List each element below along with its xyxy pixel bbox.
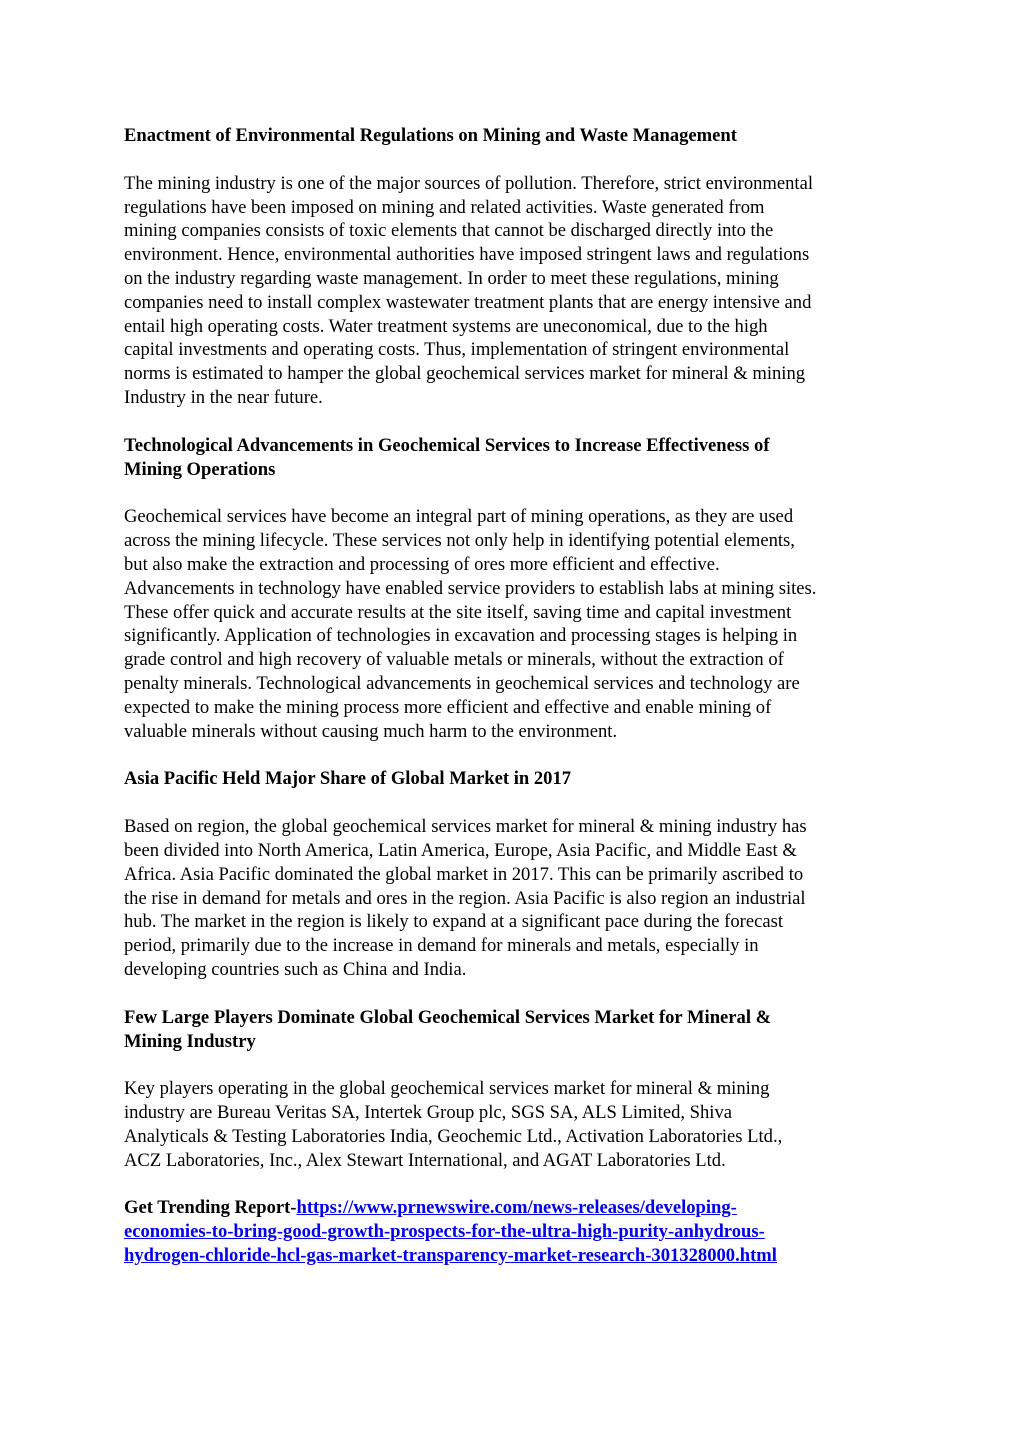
body-line: developing countries such as China and India. — [124, 958, 467, 980]
body-line: penalty minerals. Technological advancements in geochemical services and technology are — [124, 672, 800, 694]
section-heading-environmental-regulations — [124, 124, 899, 148]
body-line: been divided into North America, Latin America, Europe, Asia Pacific, and Middle East & — [124, 839, 797, 861]
body-line: industry are Bureau Veritas SA, Intertek Group plc, SGS SA, ALS Limited, Shiva — [124, 1102, 733, 1124]
document-page — [124, 124, 899, 1268]
body-line: Advancements in technology have enabled service providers to establish labs at mining sites. — [124, 577, 817, 599]
body-line: period, primarily due to the increase in demand for minerals and metals, especially in — [124, 935, 759, 957]
body-line: Key players operating in the global geochemical services market for mineral & mining — [124, 1078, 770, 1100]
body-line: The mining industry is one of the major sources of pollution. Therefore, strict environmental — [124, 172, 814, 194]
heading-line: Enactment of Environmental Regulations on Mining and Waste Management — [124, 125, 737, 146]
heading-line: Asia Pacific Held Major Share of Global Market in 2017 — [124, 768, 572, 790]
body-line: mining companies consists of toxic elements that cannot be discharged directly into the — [124, 220, 774, 242]
body-line: norms is estimated to hamper the global geochemical services market for mineral & mining — [124, 363, 806, 385]
section-body-key-players — [124, 1077, 899, 1172]
body-line: environment. Hence, environmental authorities have imposed stringent laws and regulations — [124, 244, 810, 266]
body-line: Based on region, the global geochemical services market for mineral & mining industry has — [124, 816, 807, 838]
trending-report-callout — [124, 1196, 899, 1267]
section-body-environmental-regulations — [124, 172, 899, 410]
body-line: significantly. Application of technologies in excavation and processing stages is helping in — [124, 625, 798, 647]
section-heading-technological-advancements — [124, 434, 899, 482]
body-line: Analyticals & Testing Laboratories India, Geochemic Ltd., Activation Laboratories Ltd., — [124, 1125, 783, 1147]
trending-report-link[interactable]: https://www.prnewswire.com/news-releases/developing- — [296, 1197, 737, 1219]
body-line: the rise in demand for metals and ores in the region. Asia Pacific is also region an industrial — [124, 887, 806, 909]
body-line: Geochemical services have become an integral part of mining operations, as they are used — [124, 506, 794, 528]
section-body-technological-advancements — [124, 505, 899, 743]
body-line: ACZ Laboratories, Inc., Alex Stewart International, and AGAT Laboratories Ltd. — [124, 1149, 726, 1171]
body-line: companies need to install complex wastewater treatment plants that are energy intensive and — [124, 291, 812, 313]
body-line: grade control and high recovery of valuable metals or minerals, without the extraction of — [124, 649, 784, 671]
heading-line: Few Large Players Dominate Global Geochemical Services Market for Mineral & — [124, 1006, 772, 1028]
heading-line: Technological Advancements in Geochemical Services to Increase Effectiveness of — [124, 434, 770, 456]
body-line: capital investments and operating costs. Thus, implementation of stringent environmental — [124, 339, 790, 361]
body-line: Industry in the near future. — [124, 386, 323, 408]
section-heading-key-players — [124, 1006, 899, 1054]
heading-line: Mining Operations — [124, 458, 276, 480]
body-line: on the industry regarding waste management. In order to meet these regulations, mining — [124, 267, 779, 289]
trending-report-link[interactable]: economies-to-bring-good-growth-prospects-for-the-ultra-high-purity-anhydrous- — [124, 1221, 765, 1243]
body-line: Africa. Asia Pacific dominated the global market in 2017. This can be primarily ascribed to — [124, 863, 804, 885]
body-line: across the mining lifecycle. These services not only help in identifying potential elements, — [124, 530, 795, 552]
trending-report-link[interactable]: hydrogen-chloride-hcl-gas-market-transparency-market-research-301328000.html — [124, 1245, 777, 1267]
heading-line: Mining Industry — [124, 1030, 256, 1052]
body-line: regulations have been imposed on mining and related activities. Waste generated from — [124, 196, 765, 218]
body-line: but also make the extraction and processing of ores more efficient and effective. — [124, 553, 720, 575]
body-line: valuable minerals without causing much harm to the environment. — [124, 720, 618, 742]
section-heading-asia-pacific — [124, 767, 899, 791]
body-line: These offer quick and accurate results at the site itself, saving time and capital investment — [124, 601, 792, 623]
trending-report-label: Get Trending Report- — [124, 1197, 297, 1219]
body-line: hub. The market in the region is likely to expand at a significant pace during the forecast — [124, 911, 784, 933]
section-body-asia-pacific — [124, 815, 899, 982]
body-line: expected to make the mining process more efficient and effective and enable mining of — [124, 696, 772, 718]
body-line: entail high operating costs. Water treatment systems are uneconomical, due to the high — [124, 315, 768, 337]
